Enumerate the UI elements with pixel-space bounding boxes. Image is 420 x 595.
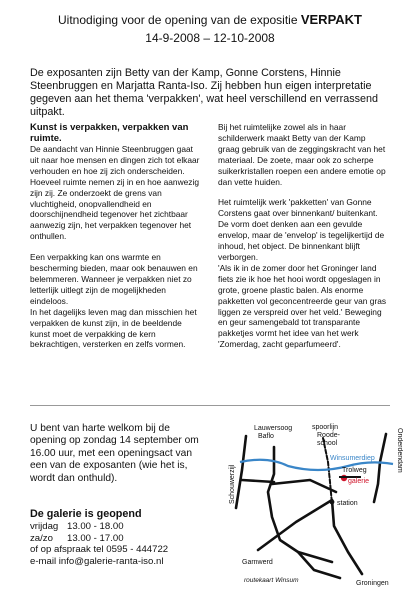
label-lauwersoog: Lauwersoog — [254, 425, 293, 432]
label-trolweg: Trolweg — [342, 467, 367, 474]
route-map — [228, 422, 403, 587]
map-caption: routekaart Winsum — [244, 577, 299, 584]
opening-hours-heading: De galerie is geopend — [30, 508, 142, 520]
label-galerie: galerie — [348, 478, 370, 485]
label-onderdendam: Onderdendam — [396, 428, 403, 473]
hours-row: za/zo 13.00 - 17.00 — [30, 532, 124, 544]
paragraph-marjatta-quote: 'Als ik in de zomer door het Groninger land fiets zie ik hoe het hooi wordt opgeslagen in grote, groene plastic balen. Als enorme pakketten vol geconcentreerde geur van gras liggen ze verspreid over het veld.' Beweging en geur samengebald tot transparante pakketjes vormt het idee van het werk 'Zomerdag, zacht geparfumeerd'. — [218, 262, 387, 350]
invitation-title: Uitnodiging voor de opening van de expositie VERPAKT — [58, 12, 362, 27]
paragraph-dagelijks-leven: In het dagelijks leven mag dan misschien het verpakken de kunst zijn, in de beeldende kunst moet de verpakking de kern bekrachtigen, versterken en zelfs vormen. — [30, 306, 197, 350]
opening-hours — [30, 508, 215, 567]
right-column — [218, 122, 388, 360]
label-garnwerd: Garnwerd — [242, 559, 273, 566]
appointment-phone: of op afspraak tel 0595 - 444722 — [30, 544, 169, 556]
invitation-header — [0, 12, 420, 47]
left-column — [30, 122, 200, 360]
section-heading: Kunst is verpakken, verpakken van ruimte. — [30, 122, 189, 144]
paragraph-hinnie: De aandacht van Hinnie Steenbruggen gaat uit naar hoe mensen en dingen zich tot elkaar verhouden en hoe zij zich onderscheiden. Hoeveel ruimte nemen zij in en hoe aanwezig zijn zij. Ze onderzoekt de grens van vluchtigheid, onopvallendheid en doorschijnendheid tegenover het zichtbaar aanwezig zijn, het verpakken tegenover het onthullen. — [30, 144, 200, 242]
station-marker — [330, 500, 335, 505]
hours-row: vrijdag 13.00 - 18.00 — [30, 521, 124, 532]
intro-paragraph: De exposanten zijn Betty van der Kamp, Gonne Corstens, Hinnie Steenbruggen en Marjatta Ranta-Iso. Zij hebben hun eigen interpretatie gegeven aan het thema 'verpakken', wat heel verschillend en verrassend uitpakt. — [30, 67, 379, 118]
label-winsumerdiep: Winsumerdiep — [330, 455, 375, 462]
email-link[interactable]: e-mail info@galerie-ranta-iso.nl — [30, 555, 164, 567]
label-baflo: Baflo — [258, 433, 274, 440]
paragraph-verpakking: Een verpakking kan ons warmte en bescherming bieden, maar ook benauwen en belemmeren. Wanneer je verpakken niet zo letterlijk uitlegt zijn de mogelijkheden eindeloos. — [30, 252, 198, 306]
label-spoorlijn: spoorlijn — [312, 424, 339, 431]
label-station: station — [337, 500, 358, 507]
exhibition-dates: 14-9-2008 – 12-10-2008 — [145, 31, 275, 45]
label-groningen: Groningen — [356, 580, 389, 587]
label-roodeschool: Roode- — [317, 432, 340, 439]
divider — [30, 405, 390, 406]
label-schouwerzijl: Schouwerzijl — [229, 464, 236, 504]
label-roodeschool-2: school — [317, 440, 338, 447]
paragraph-gonne: Het ruimtelijk werk 'pakketten' van Gonne Corstens gaat over binnenkant/ buitenkant. De vorm doet denken aan een gevulde envelop, maar de 'envelop' is tegelijkertijd de inhoud, het object. De binnenkant blijft verborgen. — [218, 197, 385, 262]
paragraph-betty: Bij het ruimtelijke zowel als in haar schilderwerk maakt Betty van der Kamp graag gebruik van de zeggingskracht van het materiaal. De zoete, maar ook zo scherpe suikerkristallen roepen een andere emotie op dan vette huiden. — [218, 122, 386, 187]
opening-invitation: U bent van harte welkom bij de opening op zondag 14 september om 16.00 uur, met een openingsact van een van de exposanten (wie het is, wordt dan onthuld). — [30, 423, 199, 484]
exhibition-name: VERPAKT — [300, 12, 362, 27]
